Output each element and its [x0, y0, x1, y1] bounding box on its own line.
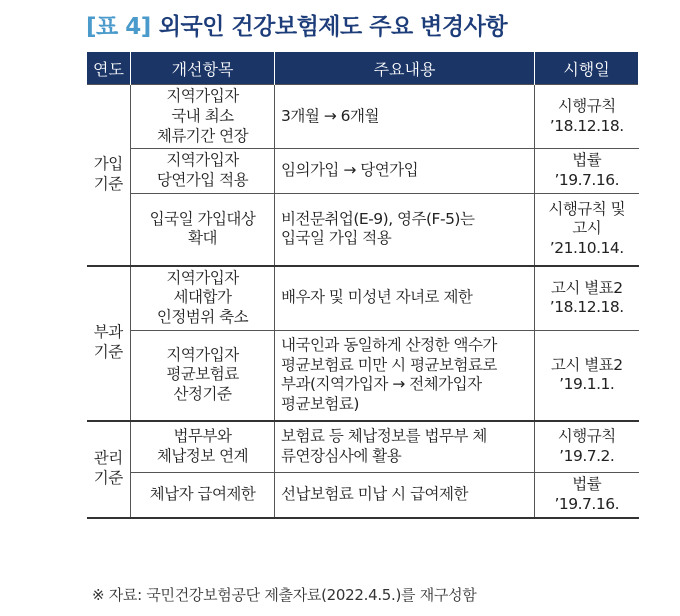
- table-body: [87, 85, 639, 518]
- item-cell: 지역가입자 국내 최소 체류기간 연장: [131, 85, 275, 149]
- content-cell: 선납보험료 미납 시 급여제한: [275, 473, 535, 518]
- content-cell: 임의가입 → 당연가입: [275, 149, 535, 194]
- item-cell: 법무부와 체납정보 연계: [131, 421, 275, 473]
- date-cell: 시행규칙 ’18.12.18.: [535, 85, 639, 149]
- table-row: [87, 421, 639, 473]
- date-cell: 시행규칙 ’19.7.2.: [535, 421, 639, 473]
- content-cell: 보험료 등 체납정보를 법무부 체 류연장심사에 활용: [275, 421, 535, 473]
- table-row: [87, 194, 639, 266]
- content-cell: 내국인과 동일하게 산정한 액수가 평균보험료 미만 시 평균보험료로 부과(지역가입자 → 전체가입자 평균보험료): [275, 331, 535, 421]
- category-cell: 관리 기준: [87, 421, 131, 518]
- table-row: [87, 85, 639, 149]
- table-row: [87, 331, 639, 421]
- date-cell: 법률 ’19.7.16.: [535, 149, 639, 194]
- category-cell: 부과 기준: [87, 266, 131, 421]
- date-cell: 법률 ’19.7.16.: [535, 473, 639, 518]
- header-row: [87, 52, 639, 85]
- header-item: 개선항목: [131, 52, 275, 85]
- date-cell: 고시 별표2 ’18.12.18.: [535, 266, 639, 331]
- header-date: 시행일: [535, 52, 639, 85]
- table-row: [87, 473, 639, 518]
- content-cell: 3개월 → 6개월: [275, 85, 535, 149]
- date-cell: 고시 별표2 ’19.1.1.: [535, 331, 639, 421]
- table-number: [표 4]: [86, 14, 151, 40]
- content-cell: 비전문취업(E-9), 영주(F-5)는 입국일 가입 적용: [275, 194, 535, 266]
- changes-table: [86, 52, 639, 519]
- category-cell: 가입 기준: [87, 85, 131, 266]
- table-title-text: 외국인 건강보험제도 주요 변경사항: [158, 14, 508, 40]
- content-cell: 배우자 및 미성년 자녀로 제한: [275, 266, 535, 331]
- item-cell: 지역가입자 세대합가 인정범위 축소: [131, 266, 275, 331]
- header-content: 주요내용: [275, 52, 535, 85]
- table-title: [86, 8, 507, 41]
- date-cell: 시행규칙 및 고시 ’21.10.14.: [535, 194, 639, 266]
- item-cell: 체납자 급여제한: [131, 473, 275, 518]
- item-cell: 입국일 가입대상 확대: [131, 194, 275, 266]
- table-row: [87, 149, 639, 194]
- header-year: 연도: [87, 52, 131, 85]
- source-note: ※ 자료: 국민건강보험공단 제출자료(2022.4.5.)를 재구성함: [92, 586, 477, 604]
- table-row: [87, 266, 639, 331]
- item-cell: 지역가입자 평균보험료 산정기준: [131, 331, 275, 421]
- item-cell: 지역가입자 당연가입 적용: [131, 149, 275, 194]
